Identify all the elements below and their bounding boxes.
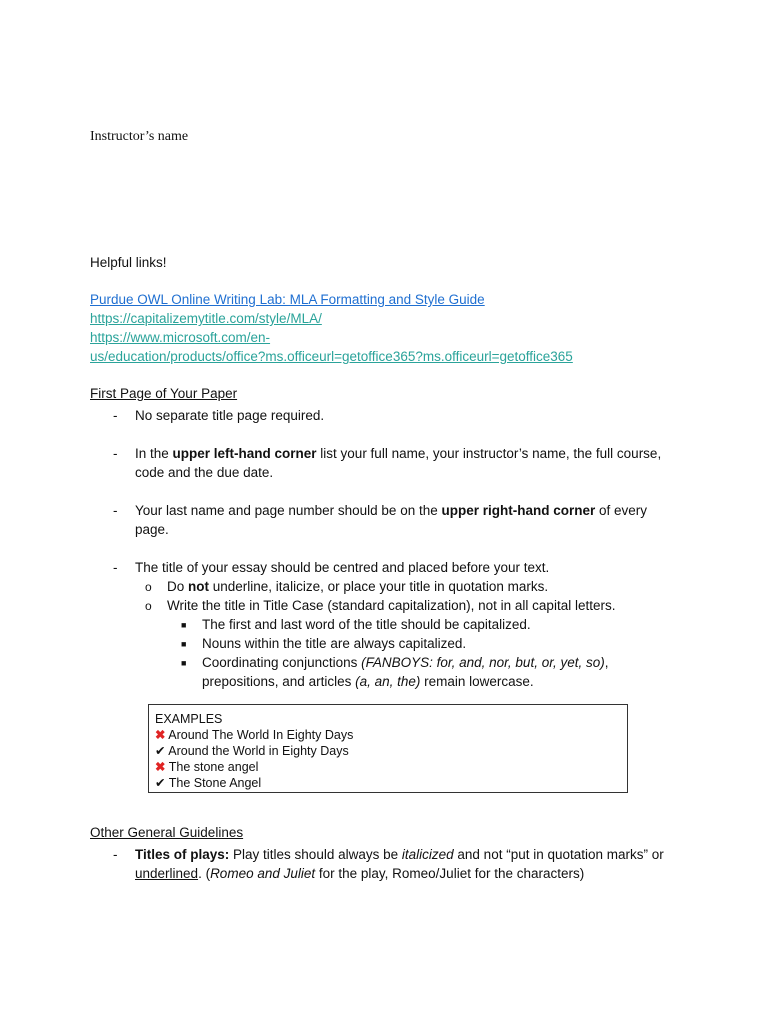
text: of every xyxy=(595,503,648,518)
text: Play titles should always be xyxy=(229,847,402,862)
text: . ( xyxy=(198,866,211,881)
bullet-upper-left xyxy=(135,446,661,461)
italic-text: (FANBOYS: for, and, nor, but, or, yet, so) xyxy=(361,655,605,670)
capitalize-my-title-link[interactable]: https://capitalizemytitle.com/style/MLA/ xyxy=(90,311,322,326)
examples-title: EXAMPLES xyxy=(155,712,223,726)
example-text: Around The World In Eighty Days xyxy=(168,728,354,742)
text: underline, italicize, or place your title in quotation marks. xyxy=(209,579,549,594)
example-text: Around the World in Eighty Days xyxy=(168,744,349,758)
bullet-marker: - xyxy=(113,408,118,423)
sub-bullet-do-not xyxy=(167,579,548,594)
example-text: The stone angel xyxy=(168,760,259,774)
bullet-marker: - xyxy=(113,446,118,461)
text: prepositions, and articles xyxy=(202,674,356,689)
text: list your full name, your instructor’s name, the full course, xyxy=(316,446,662,461)
bullet-upper-left-line2: code and the due date. xyxy=(135,465,274,480)
underlined-text: underlined xyxy=(135,866,199,881)
text: remain lowercase. xyxy=(420,674,534,689)
example-wrong-1 xyxy=(155,727,627,743)
sub-sub-conjunctions-line2 xyxy=(202,674,534,689)
examples-box xyxy=(148,704,628,793)
bullet-marker: - xyxy=(113,560,118,575)
text: , xyxy=(604,655,609,670)
sub-bullet-marker: o xyxy=(145,580,152,594)
emphasis: upper right-hand corner xyxy=(441,503,596,518)
bullet-titles-of-plays-line2 xyxy=(135,866,584,881)
bullet-marker: - xyxy=(113,503,118,518)
text: for the play, Romeo/Juliet for the characters) xyxy=(315,866,585,881)
sub-sub-conjunctions xyxy=(202,655,608,670)
sub-sub-bullet-marker: ■ xyxy=(181,639,187,649)
sub-sub-bullet-marker: ■ xyxy=(181,620,187,630)
sub-bullet-marker: o xyxy=(145,599,152,613)
bullet-marker: - xyxy=(113,847,118,862)
check-icon: ✔ xyxy=(155,744,166,758)
italic-text: (a, an, the) xyxy=(355,674,421,689)
emphasis: Titles of plays: xyxy=(135,847,230,862)
other-guidelines-heading: Other General Guidelines xyxy=(90,825,244,840)
bullet-titles-of-plays xyxy=(135,847,664,862)
example-right-2 xyxy=(155,775,627,791)
example-right-1 xyxy=(155,743,627,759)
text: Your last name and page number should be on the xyxy=(135,503,442,518)
text: and not “put in quotation marks” or xyxy=(453,847,664,862)
sub-bullet-title-case: Write the title in Title Case (standard capitalization), not in all capital letters. xyxy=(167,598,616,613)
example-wrong-2 xyxy=(155,759,627,775)
microsoft-link-line1[interactable]: https://www.microsoft.com/en- xyxy=(90,330,271,345)
microsoft-link-line2[interactable]: us/education/products/office?ms.officeurl=getoffice365?ms.officeurl=getoffice365 xyxy=(90,349,573,364)
sub-sub-bullet-marker: ■ xyxy=(181,658,187,668)
bullet-upper-right xyxy=(135,503,647,518)
cross-icon: ✖ xyxy=(155,728,166,742)
emphasis: not xyxy=(188,579,210,594)
helpful-links-heading: Helpful links! xyxy=(90,255,167,270)
check-icon: ✔ xyxy=(155,776,166,790)
purdue-owl-link[interactable]: Purdue OWL Online Writing Lab: MLA Formatting and Style Guide xyxy=(90,292,485,307)
bullet-title-centred: The title of your essay should be centred and placed before your text. xyxy=(135,560,550,575)
first-page-heading: First Page of Your Paper xyxy=(90,386,238,401)
cross-icon: ✖ xyxy=(155,760,166,774)
emphasis: upper left-hand corner xyxy=(172,446,317,461)
bullet-upper-right-line2: page. xyxy=(135,522,169,537)
instructor-name: Instructor’s name xyxy=(90,129,189,144)
italic-text: italicized xyxy=(401,847,454,862)
text: Coordinating conjunctions xyxy=(202,655,362,670)
sub-sub-first-last: The first and last word of the title should be capitalized. xyxy=(202,617,531,632)
bullet-no-title-page: No separate title page required. xyxy=(135,408,325,423)
sub-sub-nouns: Nouns within the title are always capitalized. xyxy=(202,636,467,651)
text: Do xyxy=(167,579,189,594)
example-text: The Stone Angel xyxy=(168,776,262,790)
text: In the xyxy=(135,446,173,461)
italic-text: Romeo and Juliet xyxy=(210,866,316,881)
